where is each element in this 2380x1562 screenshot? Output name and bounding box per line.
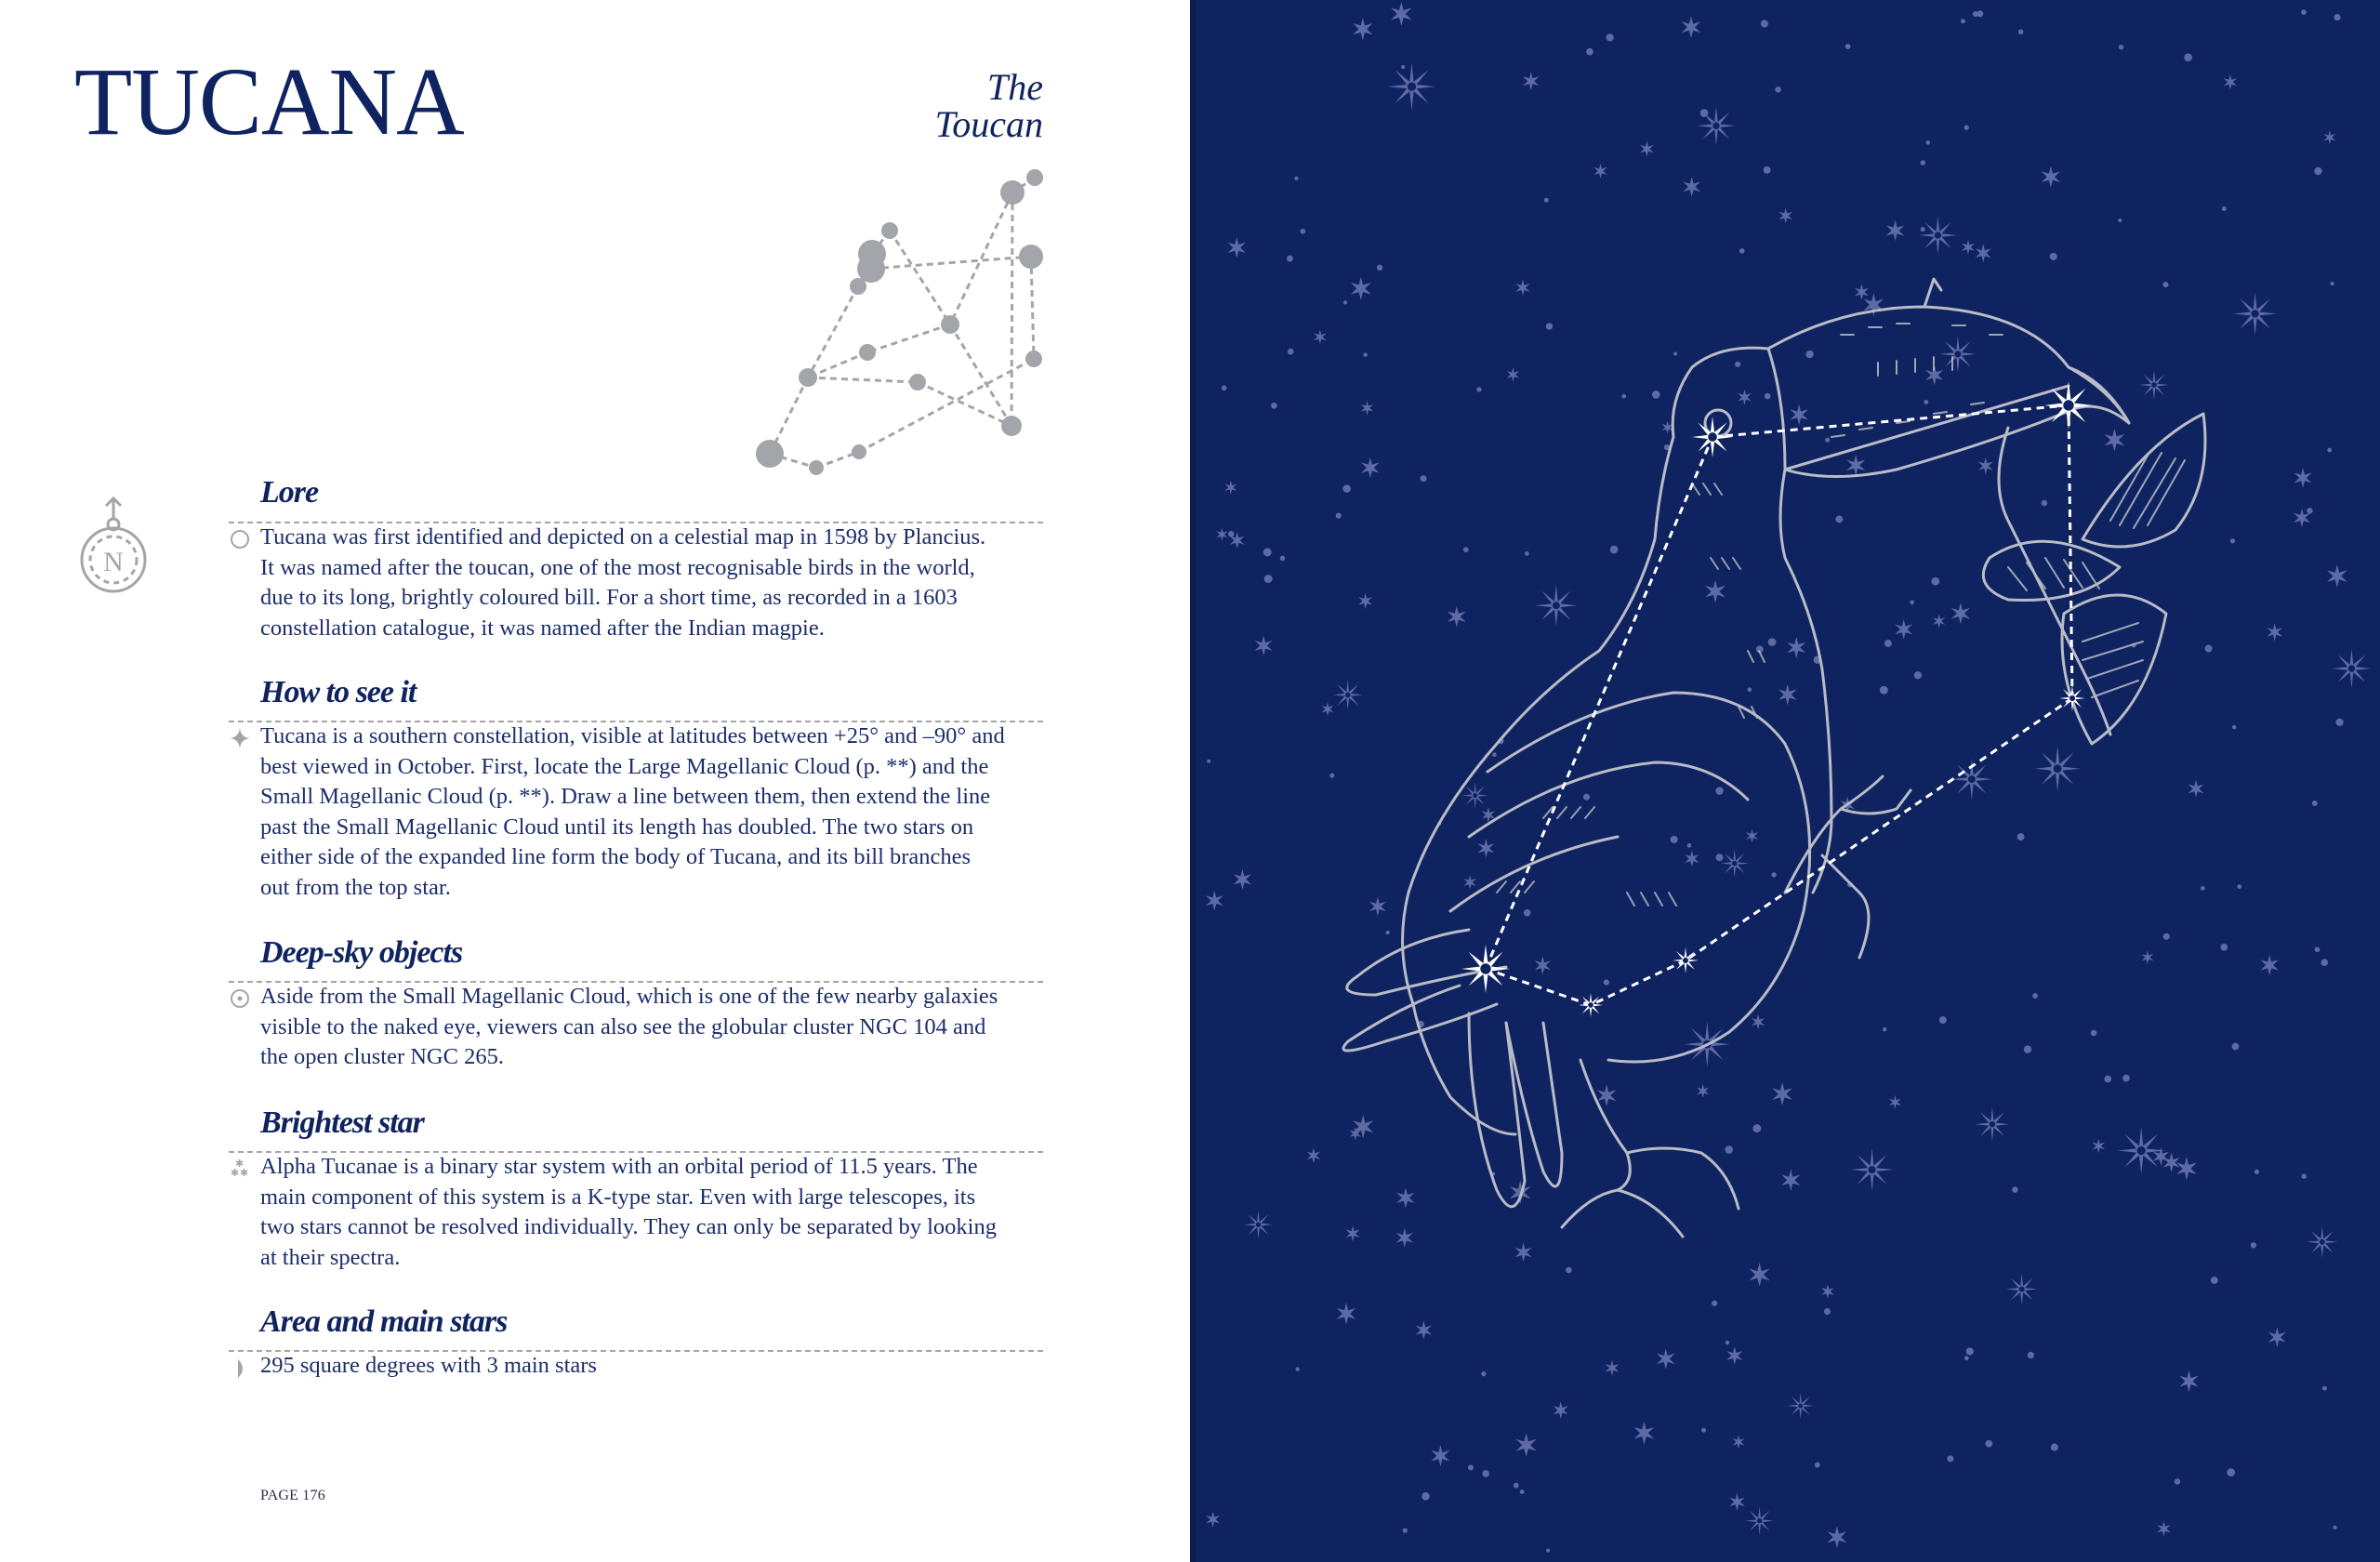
toucan-head — [1403, 348, 1768, 1134]
text-line: Aside from the Small Magellanic Cloud, which is one of the few nearby galaxies — [260, 984, 998, 1009]
diagram-line — [1031, 257, 1034, 359]
page-number: PAGE 176 — [260, 1488, 325, 1503]
diagram-line — [950, 192, 1012, 324]
section-heading: Deep-sky objects — [260, 935, 463, 970]
text-line: main component of this system is a K-type star. Even with large telescopes, its — [260, 1184, 976, 1210]
text-line: Alpha Tucanae is a binary star system with an orbital period of 11.5 years. The — [260, 1154, 978, 1179]
text-line: visible to the naked eye, viewers can also see the globular cluster NGC 104 and — [260, 1013, 986, 1039]
half-moon-icon — [229, 1357, 251, 1380]
section-body — [260, 982, 1043, 1073]
diagram-star — [941, 315, 959, 334]
text-line: past the Small Magellanic Cloud until its length has doubled. The two stars on — [260, 814, 974, 840]
page-title: TUCANA — [74, 48, 464, 155]
text-line: due to its long, brightly coloured bill. For a short time, as recorded in a 1603 — [260, 585, 958, 611]
text-line: out from the top star. — [260, 874, 451, 900]
section-heading: Brightest star — [260, 1105, 424, 1140]
section-body — [260, 1152, 1043, 1273]
diagram-star — [852, 444, 866, 459]
text-line: the open cluster NGC 265. — [260, 1044, 504, 1070]
section-heading: Lore — [260, 475, 319, 510]
text-line: constellation catalogue, it was named after the Indian magpie. — [260, 615, 825, 641]
compass-icon — [74, 491, 152, 595]
svg-text:✱: ✱ — [240, 1167, 249, 1179]
toucan-leg — [1562, 1060, 1630, 1227]
toucan-wing — [1488, 693, 1810, 1062]
svg-text:✱: ✱ — [231, 1167, 240, 1179]
diagram-star — [881, 222, 898, 239]
leaf — [1983, 541, 2120, 600]
toucan-illustration — [1190, 0, 2380, 1562]
svg-text:✱: ✱ — [235, 1158, 245, 1170]
diagram-line — [808, 377, 918, 382]
diagram-star — [1025, 351, 1042, 367]
section-heading: How to see it — [260, 675, 416, 709]
text-line: two stars cannot be resolved individually. They can only be separated by looking — [260, 1214, 997, 1240]
subtitle-line-1: The — [987, 66, 1043, 108]
text-line: 295 square degrees with 3 main stars — [260, 1353, 597, 1378]
diagram-line — [808, 286, 858, 377]
right-page-illustration — [1190, 0, 2380, 1562]
diagram-line — [808, 352, 867, 377]
four-point-star-icon — [229, 727, 251, 749]
leaf — [2082, 414, 2205, 547]
diagram-star — [850, 278, 866, 295]
toucan-tail — [1347, 930, 1506, 995]
diagram-star — [857, 255, 885, 283]
toucan-bill — [1768, 307, 2129, 477]
subtitle-line-2: Toucan — [934, 103, 1043, 145]
section-body — [260, 721, 1043, 904]
text-line: It was named after the toucan, one of the most recognisable birds in the world, — [260, 554, 975, 580]
constellation-diagram — [744, 158, 1060, 493]
diagram-star — [1026, 169, 1043, 186]
text-line: Tucana was first identified and depicted on a celestial map in 1598 by Plancius. — [260, 524, 986, 549]
diagram-line — [859, 359, 1034, 452]
diagram-star — [1001, 416, 1022, 436]
text-line: Tucana is a southern constellation, visible at latitudes between +25° and –90° and — [260, 723, 1005, 748]
diagram-star — [1000, 180, 1025, 205]
diagram-line — [871, 257, 1031, 269]
section-body — [260, 1351, 1043, 1382]
text-line: Small Magellanic Cloud (p. **). Draw a line between them, then extend the line — [260, 784, 991, 810]
section-heading: Area and main stars — [260, 1304, 508, 1339]
diagram-star — [809, 460, 824, 475]
text-line: best viewed in October. First, locate the Large Magellanic Cloud (p. **) and the — [260, 753, 989, 779]
circle-outline-icon — [229, 528, 251, 550]
diagram-star — [859, 344, 876, 361]
diagram-star — [799, 368, 817, 387]
triple-star-icon — [229, 1158, 251, 1180]
diagram-star — [756, 440, 784, 468]
text-line: at their spectra. — [260, 1244, 401, 1270]
diagram-line — [890, 231, 950, 324]
diagram-line — [867, 324, 950, 352]
section-body — [260, 523, 1043, 643]
compass-letter: N — [103, 547, 124, 577]
circle-dot-icon — [229, 987, 251, 1010]
diagram-star — [909, 374, 926, 390]
page-subtitle — [934, 66, 1043, 145]
text-line: either side of the expanded line form the body of Tucana, and its bill branches — [260, 844, 972, 870]
diagram-star — [1019, 245, 1043, 269]
